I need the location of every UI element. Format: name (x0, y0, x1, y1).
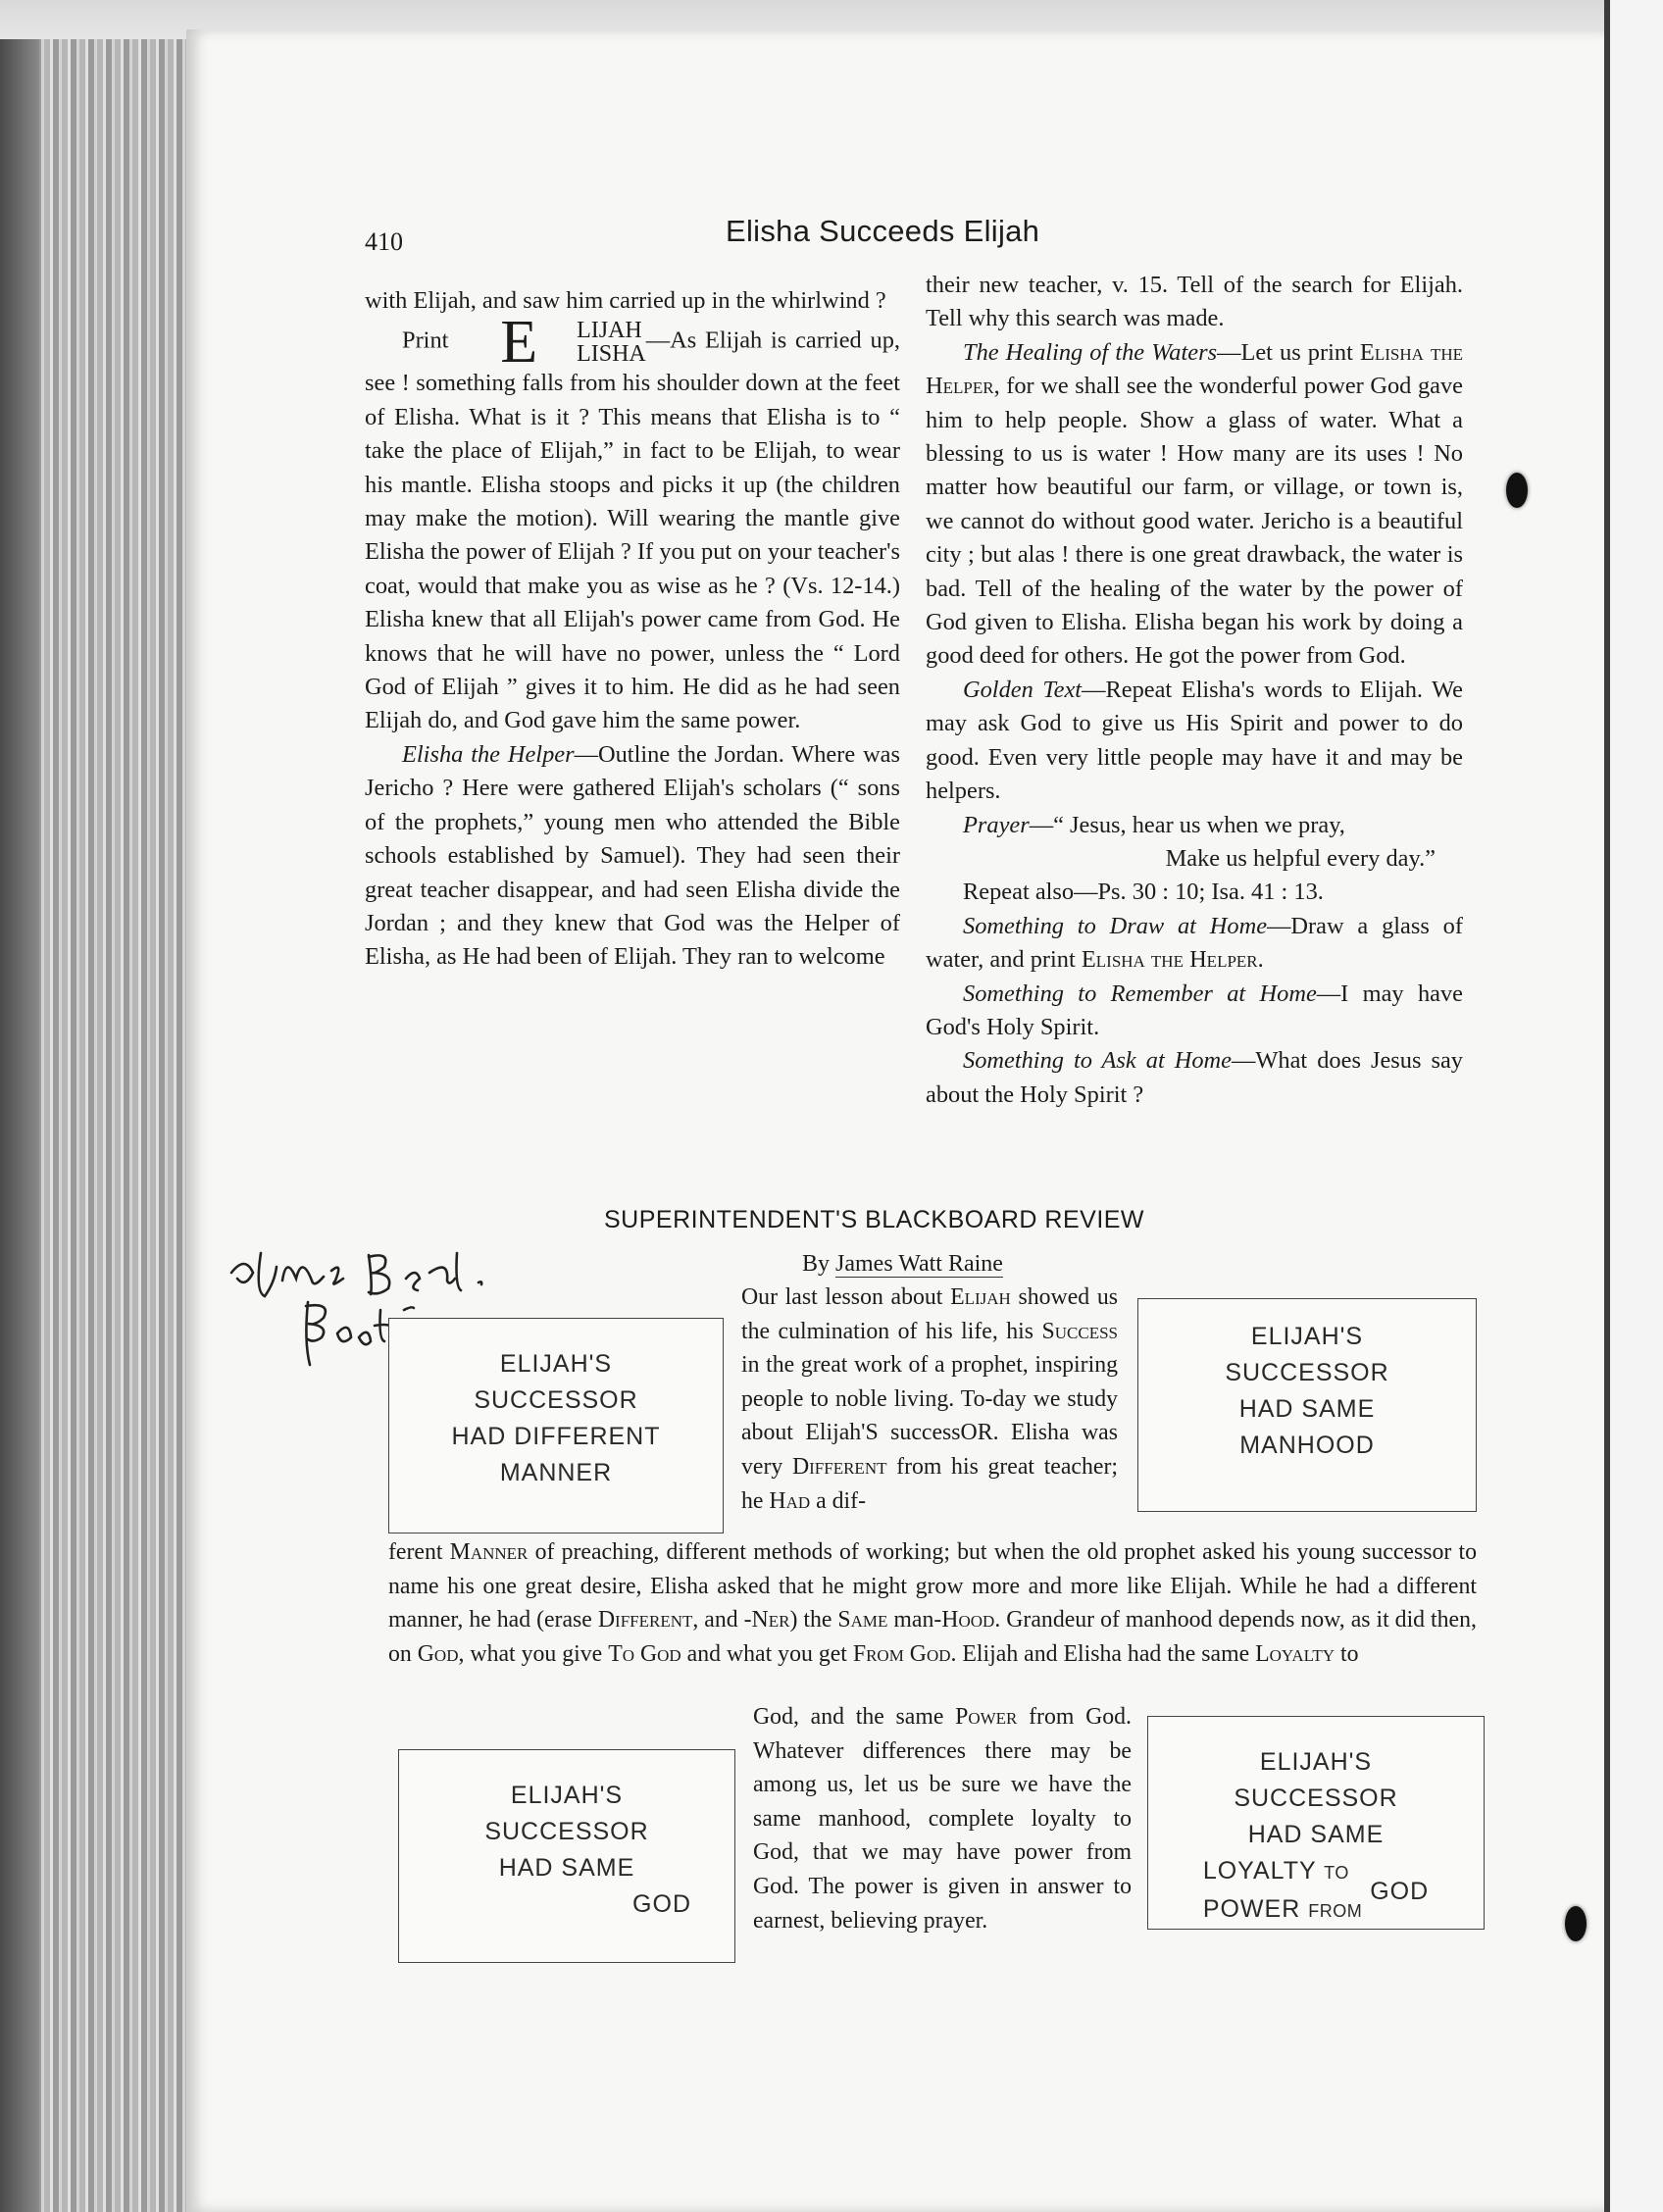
byline-author: James Watt Raine (835, 1251, 1003, 1277)
section-heading-golden-text: Golden Text (963, 676, 1083, 703)
text-run: , for we shall see the wonderful power God gave him to help people. Show a glass of water. What a blessing to us is water ! How many are its uses ! No matter how beautiful our farm, or village, or town is, we cannot do without good water. Jericho is a beautiful city ; but alas ! there is one great drawback, the water is bad. Tell of the healing of the water by the power of God given to Elisha. Elisha began his work by doing a good deed for others. He got the power from God. (926, 373, 1463, 670)
punch-hole-upper (1506, 473, 1528, 508)
box-line: SUCCESSOR (1225, 1359, 1389, 1386)
small-caps-run: Ner (751, 1607, 790, 1634)
stack-top: LIJAH (577, 318, 642, 344)
box-line: HAD SAME (1238, 1395, 1376, 1423)
box-line (1203, 1853, 1362, 1891)
text-run: —I may have God's Holy Spirit. (926, 980, 1463, 1040)
small-caps-run: Different (597, 1607, 693, 1634)
text-run: from his great teacher; he (741, 1453, 1118, 1514)
book-spine-shadow (0, 39, 39, 2212)
box-word: POWER (1202, 1895, 1301, 1923)
left-paragraph-2 (365, 309, 900, 737)
review-text-full-width (388, 1535, 1477, 1671)
bracket-letter: E (500, 309, 538, 377)
text-run: man- (893, 1607, 942, 1634)
text-run: and what you get (686, 1640, 847, 1667)
text-run: to (1340, 1640, 1359, 1667)
box-word-small: TO (1324, 1863, 1349, 1883)
byline-prefix: By (802, 1251, 831, 1277)
box-line: ELIJAH'S (499, 1350, 613, 1378)
text-run: showed us the culmination of his life, his (741, 1284, 1119, 1344)
running-title: Elisha Succeeds Elijah (726, 214, 1040, 248)
right-column (926, 269, 1463, 1112)
text-run: God, and the same (753, 1704, 944, 1730)
box-line: MANNER (499, 1459, 613, 1486)
box-line: GOD (632, 1890, 691, 1918)
box-left-lines (1203, 1853, 1362, 1930)
right-paragraph-2 (926, 336, 1463, 674)
blackboard-box-4 (1147, 1716, 1485, 1930)
small-caps-run: Elisha the Helper (926, 338, 1463, 400)
blackboard-box-2 (1137, 1298, 1477, 1512)
small-caps-run: Power (955, 1704, 1018, 1730)
right-paragraph-3 (926, 674, 1463, 809)
small-caps-run: Elijah (950, 1284, 1011, 1310)
small-caps-run: Elisha the Helper (1081, 946, 1258, 974)
box-line (1203, 1891, 1362, 1930)
small-caps-run: Manner (449, 1539, 529, 1565)
box-word: GOD (1370, 1877, 1430, 1905)
text-run: ) the (789, 1607, 832, 1634)
left-paragraph-3-text: —Outline the Jordan. Where was Jericho ? Here were gathered Elijah's scholars (“ sons of the prophets,” young men who attended the Bible schools established by Samuel). They had seen their great teacher disappear, and had seen Elisha divide the Jordan ; and they knew that God was the Helper of Elisha, as He had been of Elijah. They ran to welcome (365, 740, 900, 971)
text-run: ferent (388, 1539, 443, 1565)
blackboard-box-1 (388, 1318, 724, 1533)
review-text-top (741, 1281, 1118, 1518)
text-run: —Repeat Elisha's words to Elijah. We may ask God to give us His Spirit and power to do good. Even very little people may have it and may be helpers. (926, 676, 1463, 805)
small-caps-run: Had (769, 1487, 811, 1514)
box-line: ELIJAH'S (1259, 1748, 1373, 1776)
section-heading-prayer: Prayer (963, 811, 1030, 838)
review-heading: SUPERINTENDENT'S BLACKBOARD REVIEW (604, 1206, 1145, 1233)
small-caps-run: Hood (941, 1607, 995, 1634)
box-line: HAD SAME (498, 1854, 635, 1882)
right-paragraph-remember (926, 978, 1463, 1045)
box-word: LOYALTY (1202, 1857, 1317, 1885)
box-line: SUCCESSOR (474, 1386, 638, 1414)
prayer-line-1: —“ Jesus, hear us when we pray, (1029, 811, 1345, 838)
box-word-small: FROM (1308, 1901, 1363, 1921)
punch-hole-lower (1565, 1906, 1587, 1941)
prayer-line-2: Make us helpful every day.” (1165, 844, 1436, 872)
left-paragraph-3 (365, 738, 900, 975)
text-run: —Draw a glass of water, and print (926, 912, 1463, 974)
small-caps-run: Different (791, 1453, 887, 1480)
text-run: . (1257, 946, 1264, 974)
print-label: Print (402, 327, 449, 354)
stack-bottom: LISHA (577, 341, 646, 368)
text-run: of preaching, different methods of working; but when the old prophet asked his young successor to name his one great desire, Elisha asked that he might grow more and more like Elijah. While he had a different manner, he had (erase (388, 1539, 1478, 1634)
box-line: HAD DIFFERENT (451, 1423, 661, 1450)
right-paragraph-ask (926, 1044, 1463, 1112)
review-text-bottom (753, 1700, 1132, 1937)
text-run: . Grandeur of manhood depends now, as it did then, on (388, 1607, 1477, 1667)
name-stack (539, 319, 646, 366)
section-heading-ask: Something to Ask at Home (963, 1047, 1232, 1075)
text-run: from God. Whatever differences there may be among us, let us be sure we have the same manhood, complete loyalty to God, that we may have power from God. The power is given in answer to earnest, believing prayer. (753, 1704, 1133, 1934)
left-paragraph-2-text: —As Elijah is carried up, see ! something falls from his shoulder down at the feet of Elisha. What is it ? This means that Elisha is to “ take the place of Elijah,” in fact to be Elijah, to wear his mantle. Elisha stoops and picks it up (the children may make the motion). Will wearing the mantle give Elisha the power of Elijah ? If you put on your teacher's coat, would that make you as wise as he ? (Vs. 12-14.) Elisha knew that all Elijah's power came from God. He knows that he will have no power, unless the “ Lord God of Elijah ” gives it to him. He did as he had seen Elijah do, and God gave him the same power. (365, 327, 900, 734)
right-paragraph-1: their new teacher, v. 15. Tell of the search for Elijah. Tell why this search was made. (926, 272, 1463, 332)
left-paragraph-1: with Elijah, and saw him carried up in the whirlwind ? (365, 287, 886, 314)
text-run: , and - (692, 1607, 752, 1634)
section-heading-healing: The Healing of the Waters (963, 338, 1218, 366)
small-caps-run: Same (837, 1607, 888, 1634)
right-paragraph-prayer (926, 809, 1463, 842)
box-loyalty-power-row (1148, 1853, 1484, 1930)
elijah-elisha-bracket (457, 309, 646, 377)
small-caps-run: Loyalty (1255, 1640, 1335, 1667)
section-heading-draw: Something to Draw at Home (963, 912, 1268, 939)
review-byline (802, 1251, 1003, 1278)
left-column (365, 284, 900, 975)
small-caps-run: Success (1041, 1318, 1118, 1344)
text-run: Our last lesson about (741, 1284, 943, 1310)
section-heading-helper: Elisha the Helper (402, 740, 575, 768)
text-run: in the great work of a prophet, inspiring people to noble living. To-day we study about Elijah'S successOR. Elisha was very (741, 1352, 1118, 1480)
box-line: ELIJAH'S (1250, 1323, 1364, 1350)
small-caps-run: God (417, 1640, 459, 1667)
text-run: a dif- (816, 1487, 866, 1514)
right-paragraph-repeat: Repeat also—Ps. 30 : 10; Isa. 41 : 13. (963, 879, 1324, 906)
box-line: SUCCESSOR (1234, 1785, 1398, 1812)
text-run: , what you give (458, 1640, 603, 1667)
blackboard-box-3 (398, 1749, 735, 1963)
section-heading-remember: Something to Remember at Home (963, 980, 1317, 1007)
text-run: . Elijah and Elisha had the same (950, 1640, 1250, 1667)
scan-right-edge (1604, 0, 1663, 2212)
text-run: —Let us print (1217, 338, 1353, 366)
box-line: ELIJAH'S (510, 1782, 624, 1809)
small-caps-run: To God (608, 1640, 681, 1667)
page-number: 410 (365, 227, 403, 256)
small-caps-run: From God (852, 1640, 951, 1667)
box-line: HAD SAME (1247, 1821, 1385, 1848)
text-run: —What does Jesus say about the Holy Spirit ? (926, 1047, 1463, 1108)
box-line: SUCCESSOR (484, 1818, 649, 1845)
right-paragraph-draw (926, 910, 1463, 978)
box-line: MANHOOD (1239, 1432, 1375, 1459)
